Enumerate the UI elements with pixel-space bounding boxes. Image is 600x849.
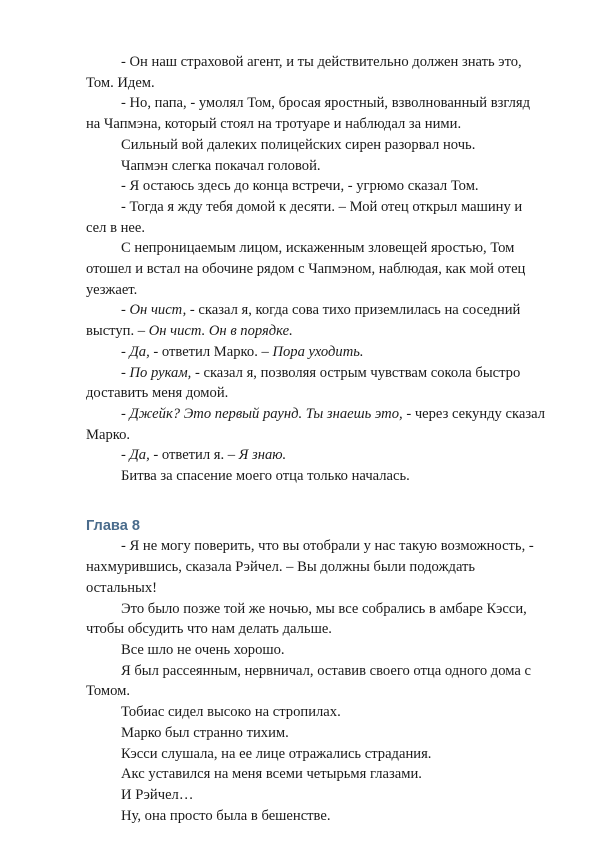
paragraph [86,466,546,487]
paragraph [86,197,546,238]
paragraph [86,176,546,197]
text-run: Сильный вой далеких полицейских сирен разорвал ночь. [121,136,476,153]
paragraph [86,785,546,806]
paragraph [86,744,546,765]
text-run: Все шло не очень хорошо. [121,641,285,658]
text-run: - ответил я. – [153,447,239,464]
text-run: - Он наш страховой агент, и ты действительно должен знать это, Том. Идем. [86,54,522,91]
text-run: - через секунду сказал Марко. [86,405,545,443]
paragraph [86,445,546,466]
paragraph [86,536,546,598]
paragraph [86,156,546,177]
paragraph [86,363,546,404]
italic-run: Он чист. Он в порядке. [148,323,293,340]
text-run: Чапмэн слегка покачал головой. [121,157,321,174]
text-run: - Тогда я жду тебя домой к десяти. – Мой отец открыл машину и сел в нее. [86,198,523,236]
paragraph [86,342,546,363]
text-run: - [121,447,130,464]
section-gap [86,487,546,508]
paragraph [86,52,546,93]
text-run: Битва за спасение моего отца только началась. [121,468,410,485]
paragraph [86,238,546,300]
paragraph [86,806,546,827]
text-run: - сказал я, позволяя острым чувствам сокола быстро доставить меня домой. [86,364,521,402]
paragraph [86,723,546,744]
text-run: С непроницаемым лицом, искаженным зловещей яростью, Том отошел и встал на обочине рядом с Чапмэном, наблюдая, как мой отец уезжает. [86,240,526,298]
chapter-heading: Глава 8 [86,517,140,534]
text-run: - сказал я, когда сова тихо приземлилась на соседний выступ. – [86,302,521,340]
text-section [86,52,546,487]
paragraph [86,640,546,661]
paragraph [86,661,546,702]
text-run: Акс уставился на меня всеми четырьмя глазами. [121,766,422,783]
italic-run: По рукам, [129,364,195,381]
text-run: - [121,302,130,319]
paragraph [86,764,546,785]
italic-run: Я знаю. [238,447,287,464]
document-page [86,52,546,826]
paragraph [86,93,546,134]
paragraph [86,599,546,640]
text-run: И Рэйчел… [121,786,194,803]
text-run: - [121,405,130,422]
text-run: - Но, папа, - умолял Том, бросая яростный, взволнованный взгляд на Чапмэна, который стоял на тротуаре и наблюдал за ними. [86,95,531,133]
paragraph [86,702,546,723]
paragraph [86,135,546,156]
text-run: - Я остаюсь здесь до конца встречи, - угрюмо сказал Том. [121,178,479,195]
italic-run: Да, [129,447,154,464]
italic-run: Джейк? Это первый раунд. Ты знаешь это, [129,405,407,422]
italic-run: Пора уходить. [272,343,364,360]
text-run: Тобиас сидел высоко на стропилах. [121,704,341,721]
text-run: Марко был странно тихим. [121,724,289,741]
chapter-text [86,536,546,826]
paragraph [86,404,546,445]
text-run: Кэсси слушала, на ее лице отражались страдания. [121,745,432,762]
italic-run: Да, [129,343,154,360]
text-run: Я был рассеянным, нервничал, оставив своего отца одного дома с Томом. [86,662,531,700]
text-run: - [121,364,130,381]
italic-run: Он чист, [129,302,190,319]
text-run: Это было позже той же ночью, мы все собрались в амбаре Кэсси, чтобы обсудить что нам делать дальше. [86,600,527,638]
text-run: - Я не могу поверить, что вы отобрали у нас такую возможность, - нахмурившись, сказала Рэйчел. – Вы должны были подождать остальных! [86,538,534,596]
text-run: - [121,343,130,360]
text-run: Ну, она просто была в бешенстве. [121,807,331,824]
text-run: - ответил Марко. – [153,343,273,360]
paragraph [86,300,546,341]
